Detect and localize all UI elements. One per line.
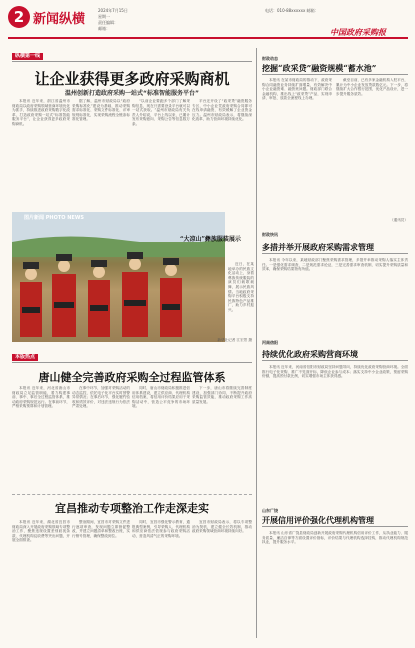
contact-line: 电话：010-88xxxxxx 邮箱： — [265, 8, 319, 13]
middle-column-1: 本报讯 近年来，河北省唐山市财政局立足监管职能，着力构建事前、事中、事后全过程监管体系，推动政府采购规范运行。在事前环节，严格采购预算和计划管理。 — [12, 386, 70, 409]
right-bottom-headline: 开展信用评价强化代理机构管理 — [262, 515, 374, 525]
issue-weekday: 星期一 — [98, 14, 110, 19]
column-divider — [256, 48, 257, 638]
editor-line: 责任编辑： — [98, 20, 118, 25]
right-mid2-headline: 持续优化政府采购营商环境 — [262, 349, 358, 359]
right-bottom-label: 山东广饶 — [262, 508, 278, 513]
middle-tag: 本版热点 — [12, 354, 38, 361]
paper-name: 中国政府采购报 — [330, 27, 386, 37]
photo-news-label: 图片新闻 PHOTO NEWS — [24, 215, 84, 221]
lead-tag: 纵横第一线 — [12, 53, 43, 60]
lead-column-3: “以前企业要跑多个部门了解采购信息，现在只需要登录平台就可以一站式获取。”温州市财政局有关负责人介绍说，平台上线以来，已累计发布采购意向、采购公告等信息数万条。 — [132, 99, 190, 126]
lead-rule — [12, 61, 252, 62]
middle-column-3: 同时，唐山市财政局积极推进信用体系建设，建立供应商、代理机构信用档案，将信用评价结果应用于采购活动中，营造公平竞争的市场环境。 — [132, 386, 190, 409]
lead-subhead: 温州创新打造政府采购一站式“标准智能服务平台” — [65, 90, 199, 97]
bottom-headline: 宜昌推动专项整治工作走深走实 — [55, 502, 209, 515]
middle-rule — [12, 362, 252, 363]
lead-column-1: 本报讯 近年来，浙江省温州市财政局以政府采购领域营商环境优化为抓手，持续推进政府采购数字化改革，打造政府采购一站式“标准智能服务平台”，让企业获得更多政府采购商机。 — [12, 99, 70, 126]
masthead-rule — [8, 37, 408, 39]
right-top-author: （通讯员） — [390, 218, 408, 222]
right-mid2-label: 河南信阳 — [262, 340, 278, 345]
right-mid-text: 本报讯 今年以来，某地财政部门聚焦采购需求管理，多措并举推动采购人落实主体责任。一是强化需求调查，二是规范需求论证，三是完善需求审查机制，切实提升采购质量和效率，确保采购结果物有所值。 — [262, 258, 408, 272]
right-top-column-1: 本报讯 在某市财政局的推动下，政府采购合同融资业务持续扩面增量，有效解决中小企业融资难、融资贵问题。财政部门联合金融机构，推出线上“政采贷”产品，实现申请、审批、放款全流程线上办理。 — [262, 78, 332, 101]
right-mid-label: 财政快讯 — [262, 232, 278, 237]
bottom-column-3: 同时，宜昌市强化警示教育，通报典型案例，引导采购人、代理机构和供应商依法依规参与政府采购活动，营造风清气正的采购环境。 — [132, 520, 190, 538]
masthead — [0, 0, 415, 38]
right-mid2-text: 本报讯 近年来，河南省信阳市财政局坚持问题导向，持续优化政府采购营商环境。全面推行电子化采购，推广不见面开标，降低企业参与成本；落实支持中小企业政策，预留采购份额，提高预付款比例，切实增强市场主体获得感。 — [262, 365, 408, 379]
lead-headline: 让企业获得更多政府采购商机 — [34, 70, 230, 88]
lead-column-2: 据了解，温州市财政局以“政府采购标准化”建设为基础，推动采购需求标准化、采购文件标准化、评审规则标准化，实现采购流程全链条标准化管理。 — [72, 99, 130, 122]
bottom-column-2: 整治期间，宜昌市对采购文件进行逐项审查，发现问题立即督促整改，并建立问题清单和整改台账，实行销号管理，确保整改到位。 — [72, 520, 130, 538]
caption-title: “大凉山”彝族服装展示 — [180, 236, 241, 243]
photo-credit: 新华社记者 江宏景 摄 — [217, 338, 252, 342]
issue-date: 2024年7月15日 — [98, 8, 128, 13]
caption-text: 近日，在某地举办的民族文化活动上，身着彝族传统服装的演员们载歌载舞，展示民族风情。当地政府采购平台积极支持民族特色产品推广，助力乡村振兴。 — [228, 262, 254, 312]
middle-column-2: 在事中环节，加强对采购活动的动态监控，依托电子化平台实时预警异常情况；在事后环节，强化履约验收和绩效评价，对违法违规行为依法严肃处理。 — [72, 386, 130, 409]
right-mid-headline: 多措并举开展政府采购需求管理 — [262, 242, 374, 252]
right-top-headline: 挖掘“政采贷”融资规模“蓄水池” — [262, 63, 377, 73]
bottom-separator — [12, 494, 252, 495]
bottom-column-4: 宜昌市财政局表示，将以专项整治为契机，建立健全长效机制，推动政府采购领域营商环境持续向好。 — [192, 520, 252, 534]
middle-headline: 唐山健全完善政府采购全过程监管体系 — [38, 371, 226, 384]
lead-column-4: 平台还开设了“政采贷”融资服务专区，中小企业凭政府采购合同即可在线申请融资，有效缓解了企业资金压力。温州市财政局表示，将继续深化改革，助力营商环境持续优化。 — [192, 99, 252, 122]
section-title: 新闻纵横 — [33, 12, 86, 27]
right-bottom-text: 本报讯 山东省广饶县财政局创新开展政府采购代理机构信用评价工作，从执业能力、服务质量、廉洁自律等方面设置评价指标，评价结果与代理机构选择挂钩，推动代理机构规范执业，提升服务水平。 — [262, 531, 408, 545]
right-top-label: 财政动态 — [262, 56, 278, 61]
email-line: 邮箱： — [98, 26, 110, 31]
middle-column-4: 下一步，唐山市将继续完善制度建设，加强部门协同，不断提升政府采购监管效能，推动政府采购工作高质量发展。 — [192, 386, 252, 404]
section-number-badge: 2 — [8, 6, 30, 28]
bottom-column-1: 本报讯 近年来，湖北省宜昌市财政局深入开展政府采购领域专项整治工作，聚焦违规设置差别歧视条款、代理机构乱收费等突出问题，开展全面排查。 — [12, 520, 70, 543]
right-top-column-2: 截至目前，已有多家金融机构入驻平台，累计为中小企业发放贷款数亿元。下一步，将继续扩大合作银行范围，优化产品设计，进一步提升服务质效。 — [336, 78, 408, 96]
